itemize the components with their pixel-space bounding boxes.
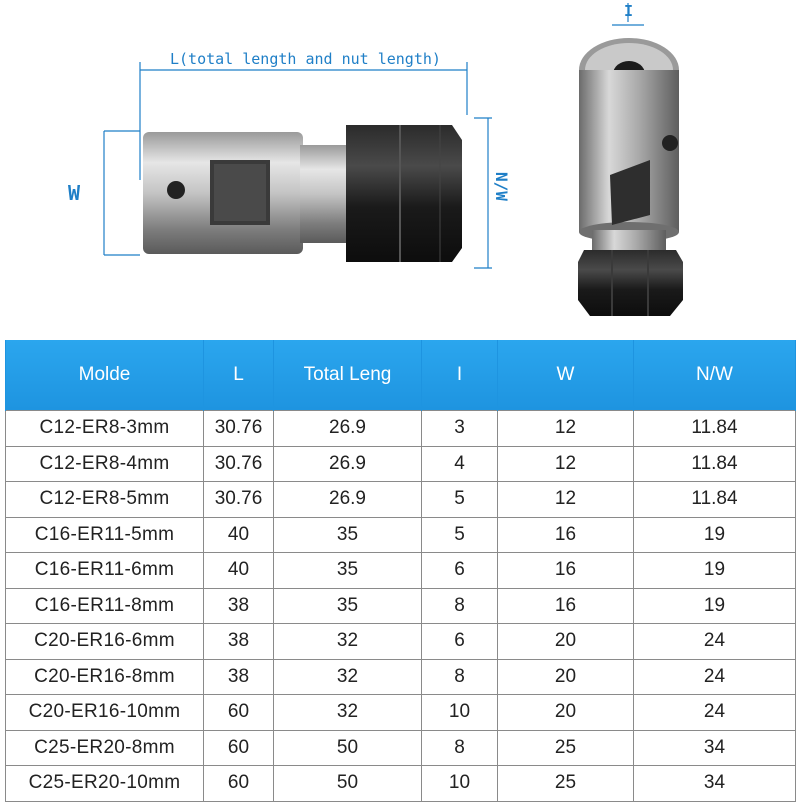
cell-w: 20 (498, 624, 634, 660)
cell-i: 5 (422, 482, 498, 518)
cell-total-length: 35 (274, 588, 422, 624)
cell-nw: 11.84 (634, 482, 796, 518)
cell-l: 30.76 (204, 482, 274, 518)
side-screw-hole (662, 135, 678, 151)
table-header-row (6, 340, 796, 411)
label-total-length: L(total length and nut length) (170, 50, 441, 68)
er-nut-perspective (578, 250, 683, 316)
cell-total-length: 50 (274, 730, 422, 766)
cell-l: 60 (204, 695, 274, 731)
cell-l: 30.76 (204, 446, 274, 482)
cell-total-length: 35 (274, 517, 422, 553)
cell-i: 8 (422, 730, 498, 766)
header-model: Molde (6, 340, 204, 411)
table-row (6, 624, 796, 660)
table-row (6, 553, 796, 589)
cell-l: 40 (204, 553, 274, 589)
neck (300, 145, 350, 243)
header-total-length: Total Leng (274, 340, 422, 411)
cell-model: C16-ER11-8mm (6, 588, 204, 624)
cell-i: 8 (422, 659, 498, 695)
table-row (6, 730, 796, 766)
spec-table-container (5, 340, 795, 802)
cell-i: 10 (422, 766, 498, 802)
collet-holder-diagram (0, 0, 800, 330)
table-row (6, 588, 796, 624)
cell-nw: 11.84 (634, 446, 796, 482)
cell-model: C16-ER11-6mm (6, 553, 204, 589)
cell-i: 10 (422, 695, 498, 731)
label-nut-width: N/W (492, 172, 511, 201)
cell-i: 5 (422, 517, 498, 553)
cell-model: C20-ER16-10mm (6, 695, 204, 731)
cell-nw: 19 (634, 553, 796, 589)
cell-total-length: 26.9 (274, 482, 422, 518)
cell-nw: 19 (634, 588, 796, 624)
cell-w: 20 (498, 695, 634, 731)
cell-nw: 24 (634, 659, 796, 695)
cell-model: C12-ER8-4mm (6, 446, 204, 482)
set-screw-hole (167, 181, 185, 199)
cell-total-length: 32 (274, 659, 422, 695)
table-row (6, 517, 796, 553)
cell-w: 12 (498, 482, 634, 518)
product-figure (0, 0, 800, 330)
holder-side-view (143, 125, 462, 262)
table-row (6, 695, 796, 731)
cell-w: 16 (498, 553, 634, 589)
table-row (6, 766, 796, 802)
cell-total-length: 32 (274, 695, 422, 731)
cell-i: 6 (422, 624, 498, 660)
header-l: L (204, 340, 274, 411)
cell-model: C20-ER16-6mm (6, 624, 204, 660)
cell-total-length: 50 (274, 766, 422, 802)
header-w: W (498, 340, 634, 411)
cell-i: 6 (422, 553, 498, 589)
cell-nw: 34 (634, 766, 796, 802)
cell-model: C16-ER11-5mm (6, 517, 204, 553)
cell-l: 40 (204, 517, 274, 553)
cell-nw: 19 (634, 517, 796, 553)
cell-nw: 11.84 (634, 411, 796, 447)
cell-l: 30.76 (204, 411, 274, 447)
header-i: I (422, 340, 498, 411)
cell-model: C20-ER16-8mm (6, 659, 204, 695)
er-nut (346, 125, 462, 262)
table-row (6, 482, 796, 518)
table-row (6, 411, 796, 447)
cell-w: 25 (498, 766, 634, 802)
cell-i: 4 (422, 446, 498, 482)
cell-w: 25 (498, 730, 634, 766)
cell-model: C25-ER20-8mm (6, 730, 204, 766)
cell-l: 38 (204, 624, 274, 660)
cell-nw: 24 (634, 695, 796, 731)
cell-model: C25-ER20-10mm (6, 766, 204, 802)
label-bore: I (624, 2, 634, 20)
cell-i: 3 (422, 411, 498, 447)
cell-nw: 24 (634, 624, 796, 660)
cell-nw: 34 (634, 730, 796, 766)
cell-l: 38 (204, 588, 274, 624)
header-nw: N/W (634, 340, 796, 411)
cell-l: 38 (204, 659, 274, 695)
table-row (6, 446, 796, 482)
label-width: W (68, 181, 81, 205)
cell-w: 20 (498, 659, 634, 695)
cell-i: 8 (422, 588, 498, 624)
cell-w: 16 (498, 517, 634, 553)
table-row (6, 659, 796, 695)
spec-table (5, 340, 796, 802)
cell-l: 60 (204, 766, 274, 802)
cell-model: C12-ER8-3mm (6, 411, 204, 447)
cell-w: 12 (498, 446, 634, 482)
cell-total-length: 26.9 (274, 446, 422, 482)
cell-total-length: 26.9 (274, 411, 422, 447)
cell-total-length: 35 (274, 553, 422, 589)
cell-model: C12-ER8-5mm (6, 482, 204, 518)
cell-l: 60 (204, 730, 274, 766)
holder-perspective-view (578, 38, 683, 316)
cell-w: 12 (498, 411, 634, 447)
cell-w: 16 (498, 588, 634, 624)
cell-total-length: 32 (274, 624, 422, 660)
